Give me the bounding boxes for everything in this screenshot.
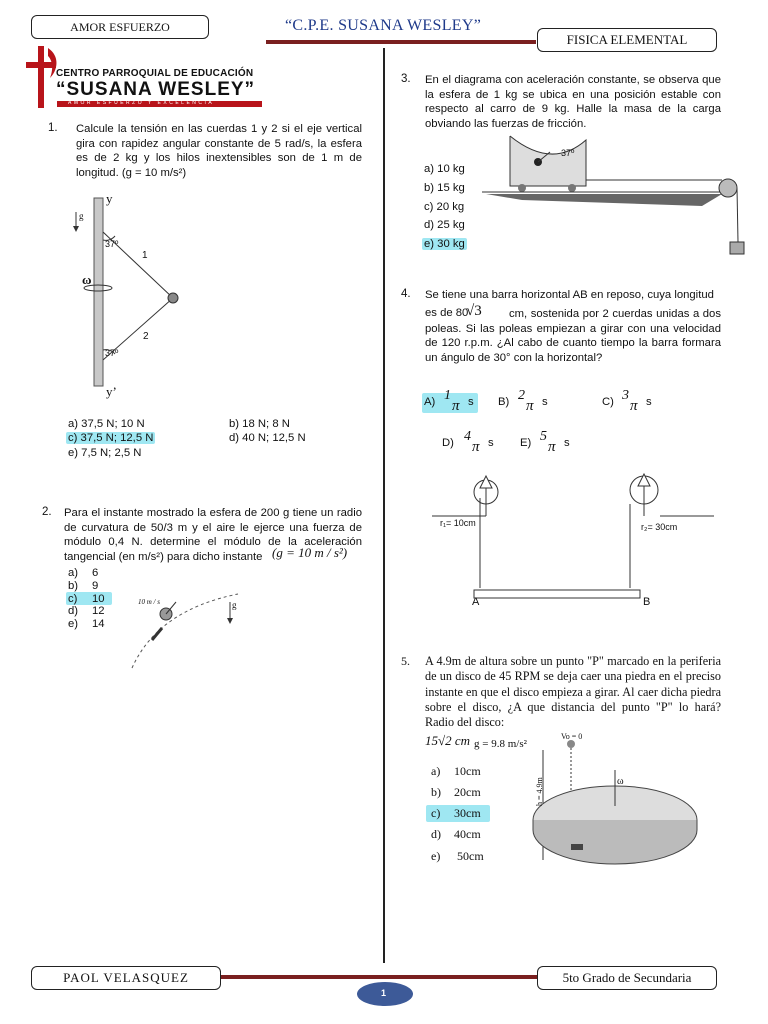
q2-option-a-value[interactable]: 6 xyxy=(92,567,99,579)
q4-option-d-num[interactable]: 4 xyxy=(464,429,471,444)
footer-right-box: 5to Grado de Secundaria xyxy=(537,966,717,990)
q4-r2-label: r₂= 30cm xyxy=(641,522,678,532)
q5-omega-label: ω xyxy=(617,776,624,787)
header-title: “C.P.E. SUSANA WESLEY” xyxy=(285,17,482,34)
q2-option-e-letter[interactable]: e) xyxy=(68,618,79,630)
q4-option-d-unit[interactable]: s xyxy=(488,437,494,449)
q4-option-c-letter[interactable]: C) xyxy=(602,396,614,408)
q5-option-a-letter[interactable]: a) xyxy=(431,764,441,778)
q1-angle2: 37º xyxy=(105,348,119,358)
q2-velocity-label: 10 m / s xyxy=(138,598,160,606)
q5-option-a-value[interactable]: 10cm xyxy=(454,764,481,778)
q5-option-d-letter[interactable]: d) xyxy=(431,827,441,841)
header-left-box: AMOR ESFUERZO xyxy=(31,15,209,39)
q1-g-label: g xyxy=(79,211,84,221)
q5-option-e-letter[interactable]: e) xyxy=(431,849,441,863)
q2-option-d-letter[interactable]: d) xyxy=(68,605,79,617)
q1-option-c[interactable]: c) 37,5 N; 12,5 N xyxy=(68,432,154,444)
q4-option-c-num[interactable]: 3 xyxy=(622,388,629,403)
q1-text: Calcule la tensión en las cuerdas 1 y 2 si el eje vertical gira con rapidez angular constante de 5 rad/s, la esfera es de 2 kg y los hilos inextensibles son de 1 m de longitud. (g = 10 m/s²) xyxy=(76,123,362,179)
header-right-box: FISICA ELEMENTAL xyxy=(537,28,717,52)
page-number: 1 xyxy=(381,988,387,998)
footer-left-box: PAOL VELASQUEZ xyxy=(31,966,221,990)
q3-option-c[interactable]: c) 20 kg xyxy=(424,201,465,213)
q4-point-a: A xyxy=(472,596,480,608)
q1-option-e[interactable]: e) 7,5 N; 2,5 N xyxy=(68,447,142,459)
q5-figure xyxy=(525,730,705,880)
q5-vo-label: Vo = 0 xyxy=(561,732,583,741)
q4-option-b-unit[interactable]: s xyxy=(542,396,548,408)
q3-angle-label: 37º xyxy=(561,148,575,158)
q3-option-b[interactable]: b) 15 kg xyxy=(424,182,465,194)
q4-point-b: B xyxy=(643,596,651,608)
column-divider xyxy=(383,48,385,963)
q1-option-b[interactable]: b) 18 N; 8 N xyxy=(229,418,290,430)
q4-option-b-den[interactable]: π xyxy=(526,398,534,414)
q4-options xyxy=(422,388,722,458)
q5-option-c-value[interactable]: 30cm xyxy=(454,806,481,820)
q5-option-b-value[interactable]: 20cm xyxy=(454,785,481,799)
q5-option-e-value[interactable]: 50cm xyxy=(457,849,484,863)
q4-option-d-letter[interactable]: D) xyxy=(442,437,454,449)
q5-radius: 15√2 cm xyxy=(425,733,471,748)
logo-tagline: AMOR ESFUERZO Y EXCELENCIA xyxy=(68,100,215,106)
q1-angle1: 37º xyxy=(105,239,119,249)
q4-option-e-den[interactable]: π xyxy=(548,439,556,455)
q4-figure xyxy=(432,468,732,608)
q4-text-1: Se tiene una barra horizontal AB en reposo, cuya longitud xyxy=(425,289,714,301)
q2-option-a-letter[interactable]: a) xyxy=(68,567,79,579)
q1-figure xyxy=(70,192,220,402)
q4-number: 4. xyxy=(401,288,411,300)
q2-number: 2. xyxy=(42,506,52,518)
q1-y-label: y xyxy=(106,191,113,206)
q5-option-b-letter[interactable]: b) xyxy=(431,785,441,799)
q3-option-d[interactable]: d) 25 kg xyxy=(424,219,465,231)
q2-option-b-letter[interactable]: b) xyxy=(68,580,79,592)
q2-option-d-value[interactable]: 12 xyxy=(92,605,105,617)
q1-number: 1. xyxy=(48,122,58,134)
header-rule xyxy=(266,40,536,44)
q1-option-d[interactable]: d) 40 N; 12,5 N xyxy=(229,432,306,444)
q3-number: 3. xyxy=(401,73,411,85)
q2-text: Para el instante mostrado la esfera de 200 g tiene un radio de curvatura de 50/3 m y el aire le ejerce una fuerza de módulo 0,4 N. determine el módulo de la aceleración tangencial (en m/s²) para dicho instante xyxy=(64,507,362,563)
q5-gravity: g = 9.8 m/s² xyxy=(474,738,527,750)
q2-g-label: g xyxy=(232,600,237,610)
q4-option-a-letter[interactable]: A) xyxy=(424,396,436,408)
q4-option-a-den[interactable]: π xyxy=(452,398,460,414)
q3-option-e[interactable]: e) 30 kg xyxy=(424,238,465,250)
q2-option-e-value[interactable]: 14 xyxy=(92,618,105,630)
footer-rule xyxy=(218,975,538,979)
q4-option-a-num[interactable]: 1 xyxy=(444,388,451,403)
q5-text: A 4.9m de altura sobre un punto "P" marcado en la periferia de un disco de 45 RPM se deja caer una piedra en el preciso instante en que el disco empieza a girar. Al caer dicha piedra sobre el disco, ¿A que distancia del punto "P" lo hará? Radio del disco: xyxy=(425,654,721,730)
q4-option-e-num[interactable]: 5 xyxy=(540,429,547,444)
q4-option-c-unit[interactable]: s xyxy=(646,396,652,408)
q4-option-b-num[interactable]: 2 xyxy=(518,388,525,403)
q4-r1-label: r₁= 10cm xyxy=(440,518,476,528)
q2-formula: (g = 10 m / s²) xyxy=(272,545,348,560)
q4-option-b-letter[interactable]: B) xyxy=(498,396,510,408)
logo-line-2: “SUSANA WESLEY” xyxy=(56,79,256,100)
q4-option-e-unit[interactable]: s xyxy=(564,437,570,449)
q5-option-c-letter[interactable]: c) xyxy=(431,806,441,820)
q4-option-c-den[interactable]: π xyxy=(630,398,638,414)
q1-cord2-label: 2 xyxy=(143,331,149,342)
q5-number: 5. xyxy=(401,654,410,668)
q1-option-a[interactable]: a) 37,5 N; 10 N xyxy=(68,418,145,430)
q3-option-a[interactable]: a) 10 kg xyxy=(424,163,465,175)
q2-option-c-letter[interactable]: c) xyxy=(68,593,78,605)
q5-option-d-value[interactable]: 40cm xyxy=(454,827,481,841)
q4-option-e-letter[interactable]: E) xyxy=(520,437,532,449)
q1-cord1-label: 1 xyxy=(142,250,148,261)
q3-text: En el diagrama con aceleración constante, se observa que la esfera de 1 kg se ubica en una posición estable con respecto al carro de 9 kg. Halle la masa de la carga obviando las fuerzas de fricción. xyxy=(425,74,721,130)
logo xyxy=(24,44,264,110)
q4-text-2a: es de 80 xyxy=(425,307,469,319)
q4-option-a-unit[interactable]: s xyxy=(468,396,474,408)
q5-h-label: h = 4.9m xyxy=(535,777,544,806)
logo-line-1: CENTRO PARROQUIAL DE EDUCACIÓN xyxy=(56,68,254,79)
q3-figure xyxy=(482,130,762,250)
q4-option-d-den[interactable]: π xyxy=(472,439,480,455)
q1-omega-label: ω xyxy=(82,272,92,287)
q4-sqrt: √3 xyxy=(466,303,482,319)
q2-option-b-value[interactable]: 9 xyxy=(92,580,99,592)
q1-yp-label: y’ xyxy=(106,384,117,399)
q4-text-2b: cm, sostenida por 2 cuerdas unidas a dos poleas. Si las poleas empiezan a girar con una velocidad de 120 r.p.m. ¿Al cabo de cuanto tiempo la barra formara un ángulo de 30° con la horizontal? xyxy=(425,308,721,364)
q2-option-c-value[interactable]: 10 xyxy=(92,593,105,605)
